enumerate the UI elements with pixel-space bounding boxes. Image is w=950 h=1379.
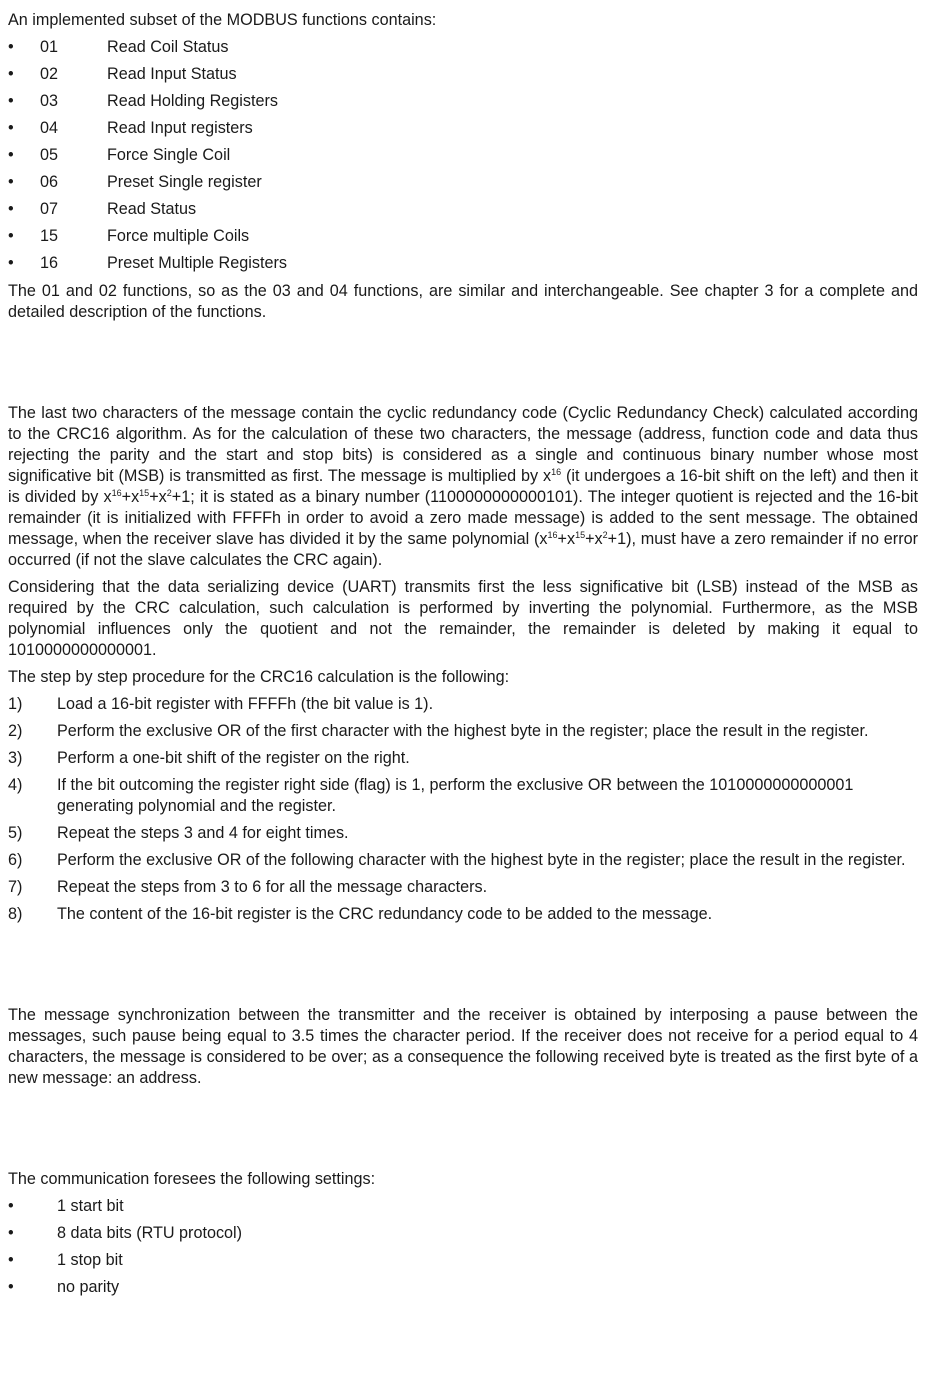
functions-list [8,34,918,277]
list-item [8,748,918,769]
list-item [8,169,918,196]
bullet: • [8,92,14,110]
bullet: • [8,227,14,245]
step-text: Repeat the steps 3 and 4 for eight times. [57,824,349,842]
bullet: • [8,1224,14,1242]
function-name: Read Holding Registers [107,92,278,110]
list-item [8,823,918,844]
function-code: 05 [40,146,59,164]
list-item [8,1247,918,1274]
bullet: • [8,200,14,218]
step-number: 8) [8,905,23,923]
list-item [8,1220,918,1247]
step-number: 5) [8,824,23,842]
sync-paragraph: The message synchronization between the transmitter and the receiver is obtained by interposing a pause between the messages, such pause being equal to 3.5 times the character period. If the receiver does not receive for a period equal to 4 characters, the message is considered to be over; as a consequence the following received byte is treated as the first byte of a new message: an address. [8,1006,918,1087]
list-item [8,1193,918,1220]
step-number: 7) [8,878,23,896]
function-name: Read Status [107,200,197,218]
list-item [8,61,918,88]
functions-intro: An implemented subset of the MODBUS functions contains: [8,11,437,29]
bullet: • [8,173,14,191]
list-item [8,1274,918,1301]
step-number: 2) [8,722,23,740]
function-name: Force multiple Coils [107,227,250,245]
bullet: • [8,146,14,164]
step-text: If the bit outcoming the register right side (flag) is 1, perform the exclusive OR between the 1010000000000001 generating polynomial and the register. [57,776,854,815]
list-item [8,775,918,817]
crc-steps-intro: The step by step procedure for the CRC16 calculation is the following: [8,668,510,686]
list-item [8,88,918,115]
function-name: Read Coil Status [107,38,229,56]
function-code: 04 [40,119,59,137]
crc-paragraph: The last two characters of the message contain the cyclic redundancy code (Cyclic Redundancy Check) calculated according to the CRC16 algorithm. As for the calculation of these two characters, the message (address, function code and data thus rejecting the parity and the start and stop bits) is considered as a single and continuous binary number whose most significative bit (MSB) is transmitted as first. The message is multiplied by $x^{16}$ (it undergoes a 16-bit shift on the left) and then it is divided by $x^{16}+x^{15}+x^2+1$; it is stated as a binary number (1100000000000101). The integer quotient is rejected and the 16-bit remainder (it is initialized with FFFFh in order to avoid a zero made message) is added to the sent message. The obtained message, when the receiver slave has divided it by the same polynomial $(x^{16}+x^{15}+x^2+1)$, must have a zero remainder if no error occurred (if not the slave calculates the CRC again). [8,404,918,569]
step-text: Load a 16-bit register with FFFFh (the bit value is 1). [57,695,434,713]
bullet: • [8,254,14,272]
functions-note: The 01 and 02 functions, so as the 03 and 04 functions, are similar and interchangeable. See chapter 3 for a complete and detailed description of the functions. [8,282,918,321]
setting-text: no parity [57,1278,120,1296]
function-code: 16 [40,254,59,272]
settings-intro: The communication foresees the following settings: [8,1170,376,1188]
bullet: • [8,1278,14,1296]
step-number: 4) [8,776,23,794]
function-code: 03 [40,92,59,110]
list-item [8,250,918,277]
list-item [8,223,918,250]
list-item [8,694,918,715]
function-code: 15 [40,227,59,245]
list-item [8,850,918,871]
list-item [8,721,918,742]
function-name: Preset Single register [107,173,262,191]
bullet: • [8,38,14,56]
step-text: Repeat the steps from 3 to 6 for all the message characters. [57,878,488,896]
document-page [8,10,918,1301]
list-item [8,196,918,223]
function-code: 02 [40,65,59,83]
function-code: 06 [40,173,59,191]
step-number: 1) [8,695,23,713]
crc-steps-list [8,694,918,925]
function-code: 07 [40,200,59,218]
step-text: Perform a one-bit shift of the register on the right. [57,749,410,767]
bullet: • [8,1251,14,1269]
function-name: Preset Multiple Registers [107,254,287,272]
step-number: 6) [8,851,23,869]
function-code: 01 [40,38,59,56]
setting-text: 8 data bits (RTU protocol) [57,1224,243,1242]
setting-text: 1 start bit [57,1197,124,1215]
settings-list [8,1193,918,1301]
list-item [8,142,918,169]
bullet: • [8,65,14,83]
step-text: The content of the 16-bit register is the CRC redundancy code to be added to the message. [57,905,713,923]
list-item [8,115,918,142]
list-item [8,34,918,61]
bullet: • [8,1197,14,1215]
function-name: Read Input Status [107,65,237,83]
function-name: Force Single Coil [107,146,231,164]
step-number: 3) [8,749,23,767]
setting-text: 1 stop bit [57,1251,123,1269]
step-text: Perform the exclusive OR of the following character with the highest byte in the register; place the result in the register. [57,851,906,869]
bullet: • [8,119,14,137]
list-item [8,904,918,925]
step-text: Perform the exclusive OR of the first character with the highest byte in the register; place the result in the register. [57,722,869,740]
function-name: Read Input registers [107,119,253,137]
list-item [8,877,918,898]
crc-lsb-paragraph: Considering that the data serializing device (UART) transmits first the less significative bit (LSB) instead of the MSB as required by the CRC calculation, such calculation is performed by inverting the polynomial. Furthermore, as the MSB polynomial influences only the quotient and not the remainder, the remainder is deleted by making it equal to 1010000000000001. [8,578,918,659]
